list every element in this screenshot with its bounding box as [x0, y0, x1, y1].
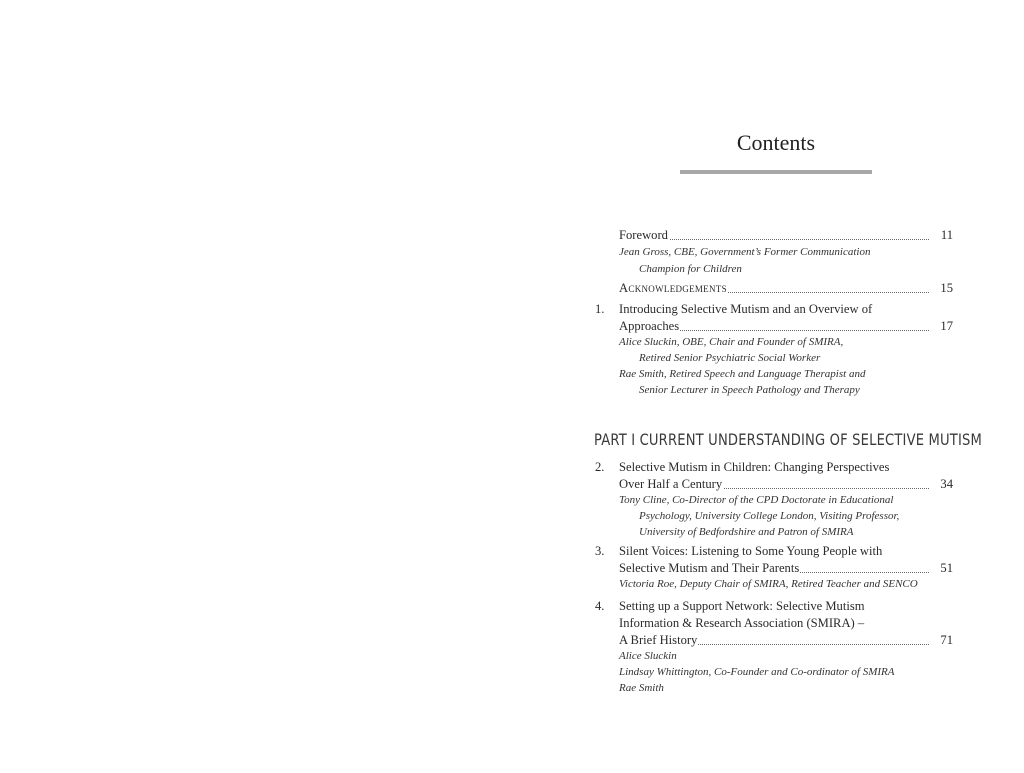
author-line: Alice Sluckin	[619, 650, 677, 662]
toc-entry-ch1[interactable]	[619, 318, 953, 335]
chapter-title-line[interactable]	[619, 615, 953, 632]
toc-entry-ch2[interactable]	[619, 476, 953, 493]
entry-title: Introducing Selective Mutism and an Overview of	[619, 302, 873, 316]
page-number: 17	[929, 318, 953, 335]
entry-title: Foreword	[619, 228, 668, 242]
entry-title: Setting up a Support Network: Selective Mutism	[619, 599, 865, 613]
chapter-title-line[interactable]	[619, 543, 953, 560]
entry-title: Information & Research Association (SMIRA) –	[619, 616, 865, 630]
chapter-number: 1.	[595, 302, 605, 316]
author-line: Psychology, University College London, Visiting Professor,	[639, 510, 900, 522]
author-line: Rae Smith	[619, 682, 664, 694]
part-heading: PART I CURRENT UNDERSTANDING OF SELECTIVE MUTISM	[594, 430, 982, 449]
author-line: Tony Cline, Co-Director of the CPD Doctorate in Educational	[619, 494, 894, 506]
toc-entry-foreword[interactable]	[619, 227, 953, 244]
page-number: 34	[929, 476, 953, 493]
page-title: Contents	[736, 130, 816, 155]
chapter-number: 3.	[595, 544, 605, 558]
toc-entry-ch3[interactable]	[619, 560, 953, 577]
author-line: Lindsay Whittington, Co-Founder and Co-ordinator of SMIRA	[619, 666, 895, 678]
page-number: 71	[929, 632, 953, 649]
author-line: Rae Smith, Retired Speech and Language Therapist and	[619, 368, 866, 380]
entry-title: Silent Voices: Listening to Some Young People with	[619, 544, 883, 558]
entry-title: Approaches	[619, 319, 680, 333]
entry-title: Selective Mutism and Their Parents	[619, 561, 800, 575]
page-number: 51	[929, 560, 953, 577]
author-line: Victoria Roe, Deputy Chair of SMIRA, Retired Teacher and SENCO	[619, 578, 918, 590]
page-number: 15	[929, 280, 953, 297]
author-line: Champion for Children	[639, 263, 742, 275]
author-line: Alice Sluckin, OBE, Chair and Founder of SMIRA,	[619, 336, 844, 348]
page-number: 11	[929, 227, 953, 244]
chapter-title-line[interactable]	[619, 459, 953, 476]
chapter-title-line[interactable]	[619, 598, 953, 615]
entry-title: Over Half a Century	[619, 477, 723, 491]
author-line: Senior Lecturer in Speech Pathology and Therapy	[639, 384, 860, 396]
entry-title: Selective Mutism in Children: Changing Perspectives	[619, 460, 890, 474]
chapter-title-line[interactable]	[619, 301, 953, 318]
toc-entry-ch4[interactable]	[619, 632, 953, 649]
chapter-number: 4.	[595, 599, 605, 613]
entry-title: Acknowledgements	[619, 281, 727, 295]
toc-entry-acknowledgements[interactable]	[619, 280, 953, 297]
author-line: Jean Gross, CBE, Government’s Former Communication	[619, 246, 871, 258]
author-line: Retired Senior Psychiatric Social Worker	[639, 352, 821, 364]
chapter-number: 2.	[595, 460, 605, 474]
entry-title: A Brief History	[619, 633, 698, 647]
author-line: University of Bedfordshire and Patron of SMIRA	[639, 526, 854, 538]
